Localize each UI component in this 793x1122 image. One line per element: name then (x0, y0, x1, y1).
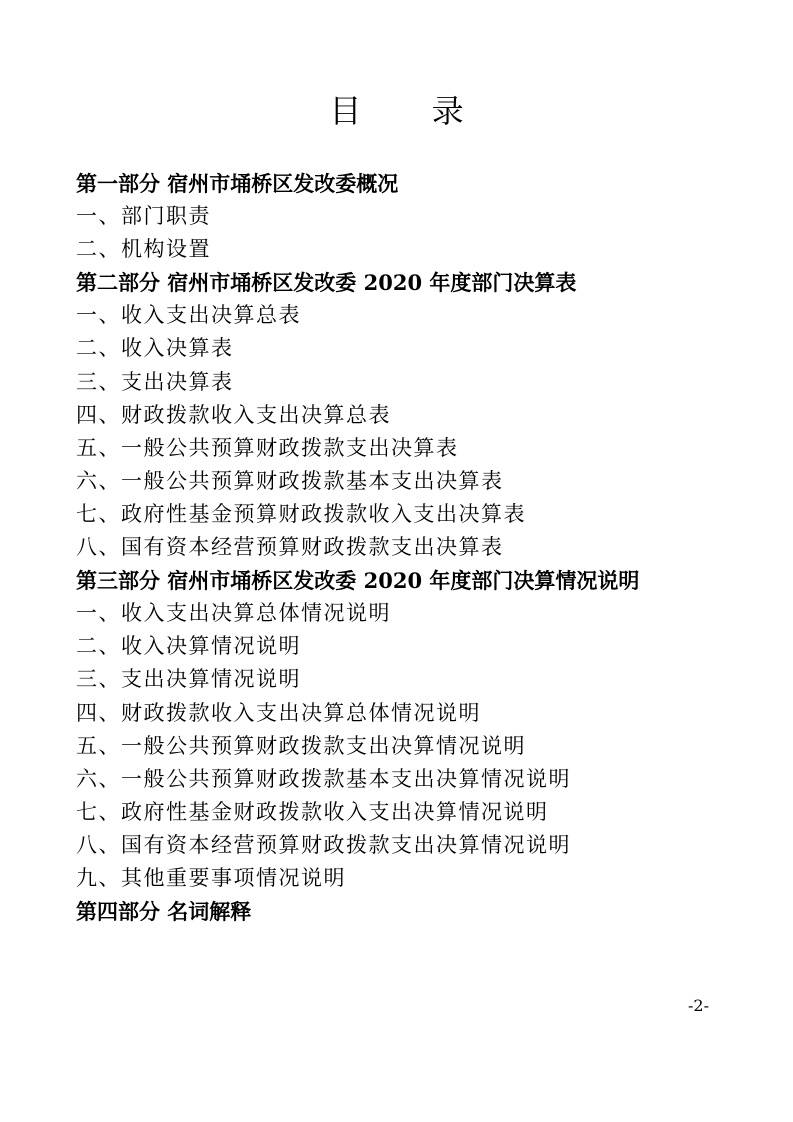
table-of-contents (76, 167, 756, 928)
toc-item: 八、国有资本经营预算财政拨款支出决算表 (76, 535, 504, 560)
toc-item: 五、一般公共预算财政拨款支出决算情况说明 (76, 733, 526, 758)
toc-item: 一、部门职责 (76, 204, 211, 229)
toc-item: 四、财政拨款收入支出决算总体情况说明 (76, 700, 481, 725)
toc-item: 二、机构设置 (76, 237, 211, 262)
toc-item: 五、一般公共预算财政拨款支出决算表 (76, 435, 459, 460)
page-title: 目 录 (329, 92, 494, 130)
toc-item: 三、支出决算表 (76, 369, 234, 394)
toc-item: 二、收入决算表 (76, 336, 234, 361)
toc-part-heading: 第二部分 宿州市埇桥区发改委 2020 年度部门决算表 (76, 270, 577, 296)
toc-item: 三、支出决算情况说明 (76, 667, 301, 692)
toc-item: 九、其他重要事项情况说明 (76, 865, 346, 890)
toc-item: 一、收入支出决算总体情况说明 (76, 601, 391, 626)
toc-item: 四、财政拨款收入支出决算总表 (76, 402, 391, 427)
toc-item: 一、收入支出决算总表 (76, 303, 301, 328)
page-number: -2- (688, 996, 709, 1015)
toc-item: 七、政府性基金财政拨款收入支出决算情况说明 (76, 799, 549, 824)
toc-part-heading: 第四部分 名词解释 (76, 899, 252, 925)
toc-part-heading: 第一部分 宿州市埇桥区发改委概况 (76, 171, 399, 196)
toc-item: 六、一般公共预算财政拨款基本支出决算表 (76, 468, 504, 493)
toc-item: 六、一般公共预算财政拨款基本支出决算情况说明 (76, 766, 571, 791)
toc-part-heading: 第三部分 宿州市埇桥区发改委 2020 年度部门决算情况说明 (76, 568, 640, 594)
toc-item: 七、政府性基金预算财政拨款收入支出决算表 (76, 501, 526, 526)
toc-item: 二、收入决算情况说明 (76, 634, 301, 659)
toc-item: 八、国有资本经营预算财政拨款支出决算情况说明 (76, 832, 571, 857)
